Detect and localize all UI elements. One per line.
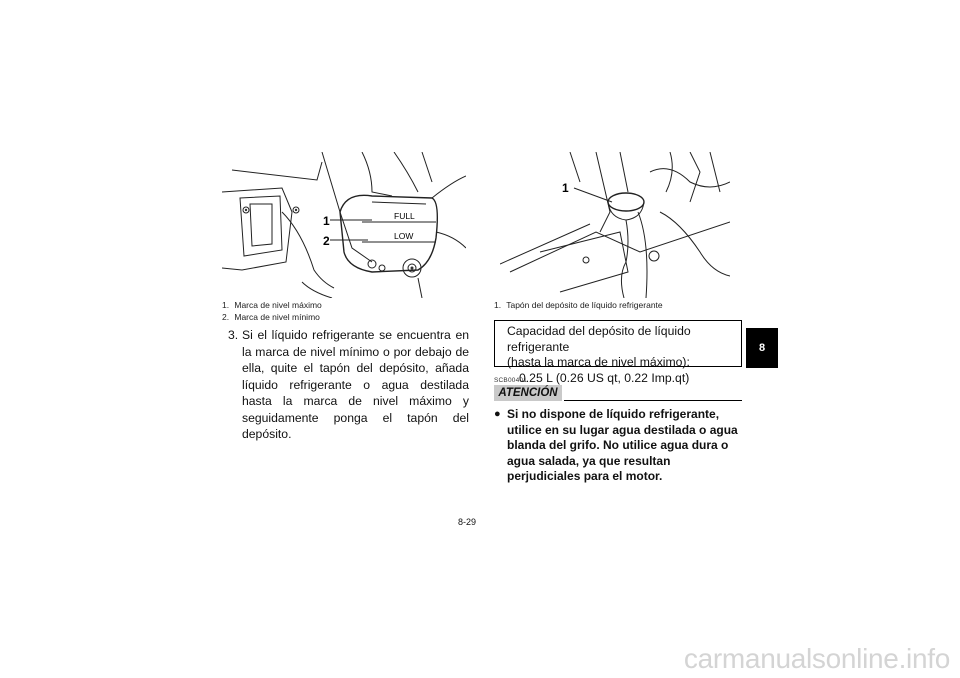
callout-1: 1 [323, 214, 330, 228]
coolant-reservoir-illustration [222, 152, 466, 298]
capacity-title: Capacidad del depósito de líquido refrigerante [507, 324, 691, 354]
step-number: 3. [228, 328, 239, 342]
reservoir-cap-figure [500, 152, 730, 298]
callout-1: 1 [562, 181, 569, 195]
bullet-icon: ● [494, 408, 501, 420]
notice-label: ATENCIÓN [494, 385, 562, 401]
chapter-tab: 8 [746, 328, 778, 368]
low-mark-label: LOW [394, 231, 414, 241]
left-figure-captions [222, 299, 322, 323]
caption-item: 1. Marca de nivel máximo [222, 300, 322, 310]
notice-code: SCB00401 [494, 377, 528, 384]
full-mark-label: FULL [394, 211, 415, 221]
caption-item: 2. Marca de nivel mínimo [222, 312, 320, 322]
watermark: carmanualsonline.info [683, 643, 950, 674]
reservoir-cap-illustration [500, 152, 730, 298]
coolant-level-figure [222, 152, 466, 298]
notice-text [494, 407, 742, 485]
callout-2: 2 [323, 234, 330, 248]
notice-header [494, 385, 742, 403]
capacity-subtitle: (hasta la marca de nivel máximo): [507, 355, 690, 369]
notice-rule [564, 400, 742, 401]
step-text: Si el líquido refrigerante se encuentra en la marca de nivel mínimo o por debajo de ella, quite el tapón del depósito, añada líquido refrigerante o agua destilada hasta la marca de nivel máximo y seguidamente ponga el tapón del depósito. [242, 328, 469, 441]
capacity-value: 0.25 L (0.26 US qt, 0.22 Imp.qt) [519, 370, 690, 385]
right-figure-caption [494, 299, 663, 311]
caption-item: 1. Tapón del depósito de líquido refrigerante [494, 300, 663, 310]
notice-body: Si no dispone de líquido refrigerante, utilice en su lugar agua destilada o agua blanda del grifo. No utilice agua dura o agua salada, ya que resultan perjudiciales para el motor. [507, 407, 738, 483]
step-3-instruction [228, 327, 469, 443]
page-number: 8-29 [458, 517, 477, 527]
